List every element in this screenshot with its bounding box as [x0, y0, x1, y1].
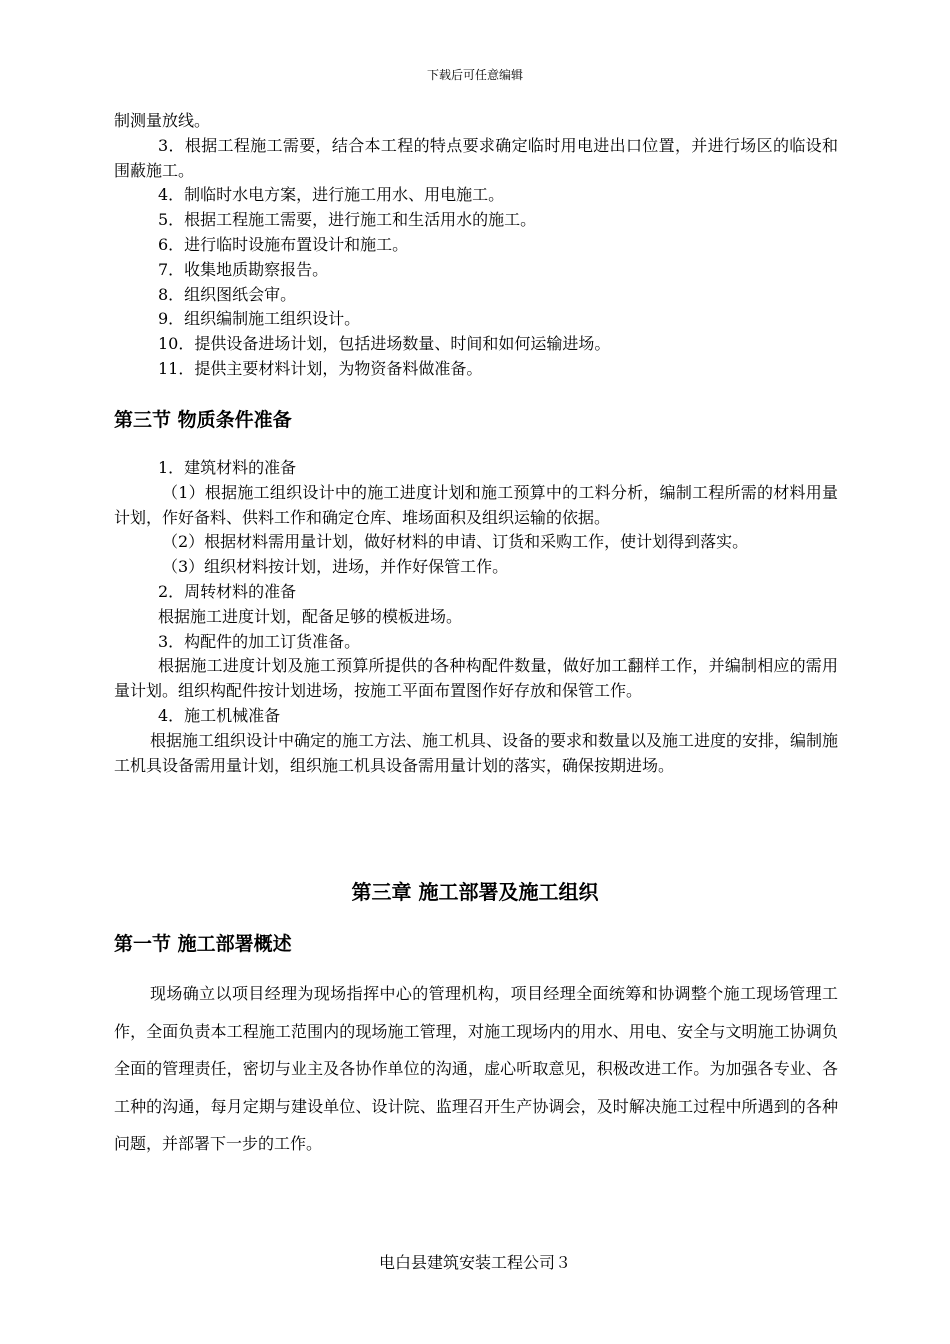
subheading: 3．构配件的加工订货准备。 [158, 631, 361, 651]
section-title: 第一节 施工部署概述 [114, 933, 292, 955]
list-item: 7．收集地质勘察报告。 [158, 259, 329, 279]
list-item: 8．组织图纸会审。 [158, 284, 297, 304]
paragraph: 根据施工进度计划，配备足够的模板进场。 [158, 606, 463, 626]
chapter-title: 第三章 施工部署及施工组织 [351, 880, 599, 904]
list-item: 9．组织编制施工组织设计。 [158, 309, 361, 329]
material-preparation [114, 456, 838, 778]
list-item: 11．提供主要材料计划，为物资备料做准备。 [158, 358, 483, 378]
page-footer: 电白县建筑安装工程公司３ [378, 1253, 571, 1272]
list-item: 制测量放线。 [114, 111, 211, 130]
paragraph: 根据施工组织设计中确定的施工方法、施工机具、设备的要求和数量以及施工进度的安排，编制施工机具设备需用量计划，组织施工机具设备需用量计划的落实，确保按期进场。 [114, 730, 839, 775]
list-item: 5．根据工程施工需要，进行施工和生活用水的施工。 [158, 210, 537, 230]
paragraph: （2）根据材料需用量计划，做好材料的申请、订货和采购工作，使计划得到落实。 [162, 532, 749, 552]
paragraph: （3）组织材料按计划，进场，并作好保管工作。 [162, 557, 509, 577]
list-item: 3．根据工程施工需要，结合本工程的特点要求确定临时用电进出口位置，并进行场区的临设和围蔽施工。 [114, 135, 838, 180]
paragraph: （1）根据施工组织设计中的施工进度计划和施工预算中的工料分析，编制工程所需的材料用量计划，作好备料、供料工作和确定仓库、堆场面积及组织运输的依据。 [114, 482, 838, 527]
preparation-list [114, 109, 838, 382]
subheading: 1．建筑材料的准备 [158, 458, 297, 477]
deployment-overview [114, 975, 838, 1163]
subheading: 2．周转材料的准备 [158, 581, 297, 601]
list-item: 4．制临时水电方案，进行施工用水、用电施工。 [158, 185, 505, 205]
paragraph: 根据施工进度计划及施工预算所提供的各种构配件数量，做好加工翻样工作，并编制相应的需用量计划。组织构配件按计划进场，按施工平面布置图作好存放和保管工作。 [114, 656, 838, 701]
list-item: 10．提供设备进场计划，包括进场数量、时间和如何运输进场。 [158, 334, 611, 354]
list-item: 6．进行临时设施布置设计和施工。 [158, 234, 409, 254]
paragraph: 现场确立以项目经理为现场指挥中心的管理机构，项目经理全面统筹和协调整个施工现场管理工作，全面负责本工程施工范围内的现场施工管理，对施工现场内的用水、用电、安全与文明施工协调负全面的管理责任，密切与业主及各协作单位的沟通，虚心听取意见，积极改进工作。为加强各专业、各工种的沟通，每月定期与建设单位、设计院、监理召开生产协调会，及时解决施工过程中所遇到的各种问题，并部署下一步的工作。 [114, 984, 838, 1153]
subheading: 4．施工机械准备 [158, 705, 281, 725]
section-title: 第三节 物质条件准备 [114, 409, 292, 431]
page-header: 下载后可任意编辑 [426, 68, 523, 82]
